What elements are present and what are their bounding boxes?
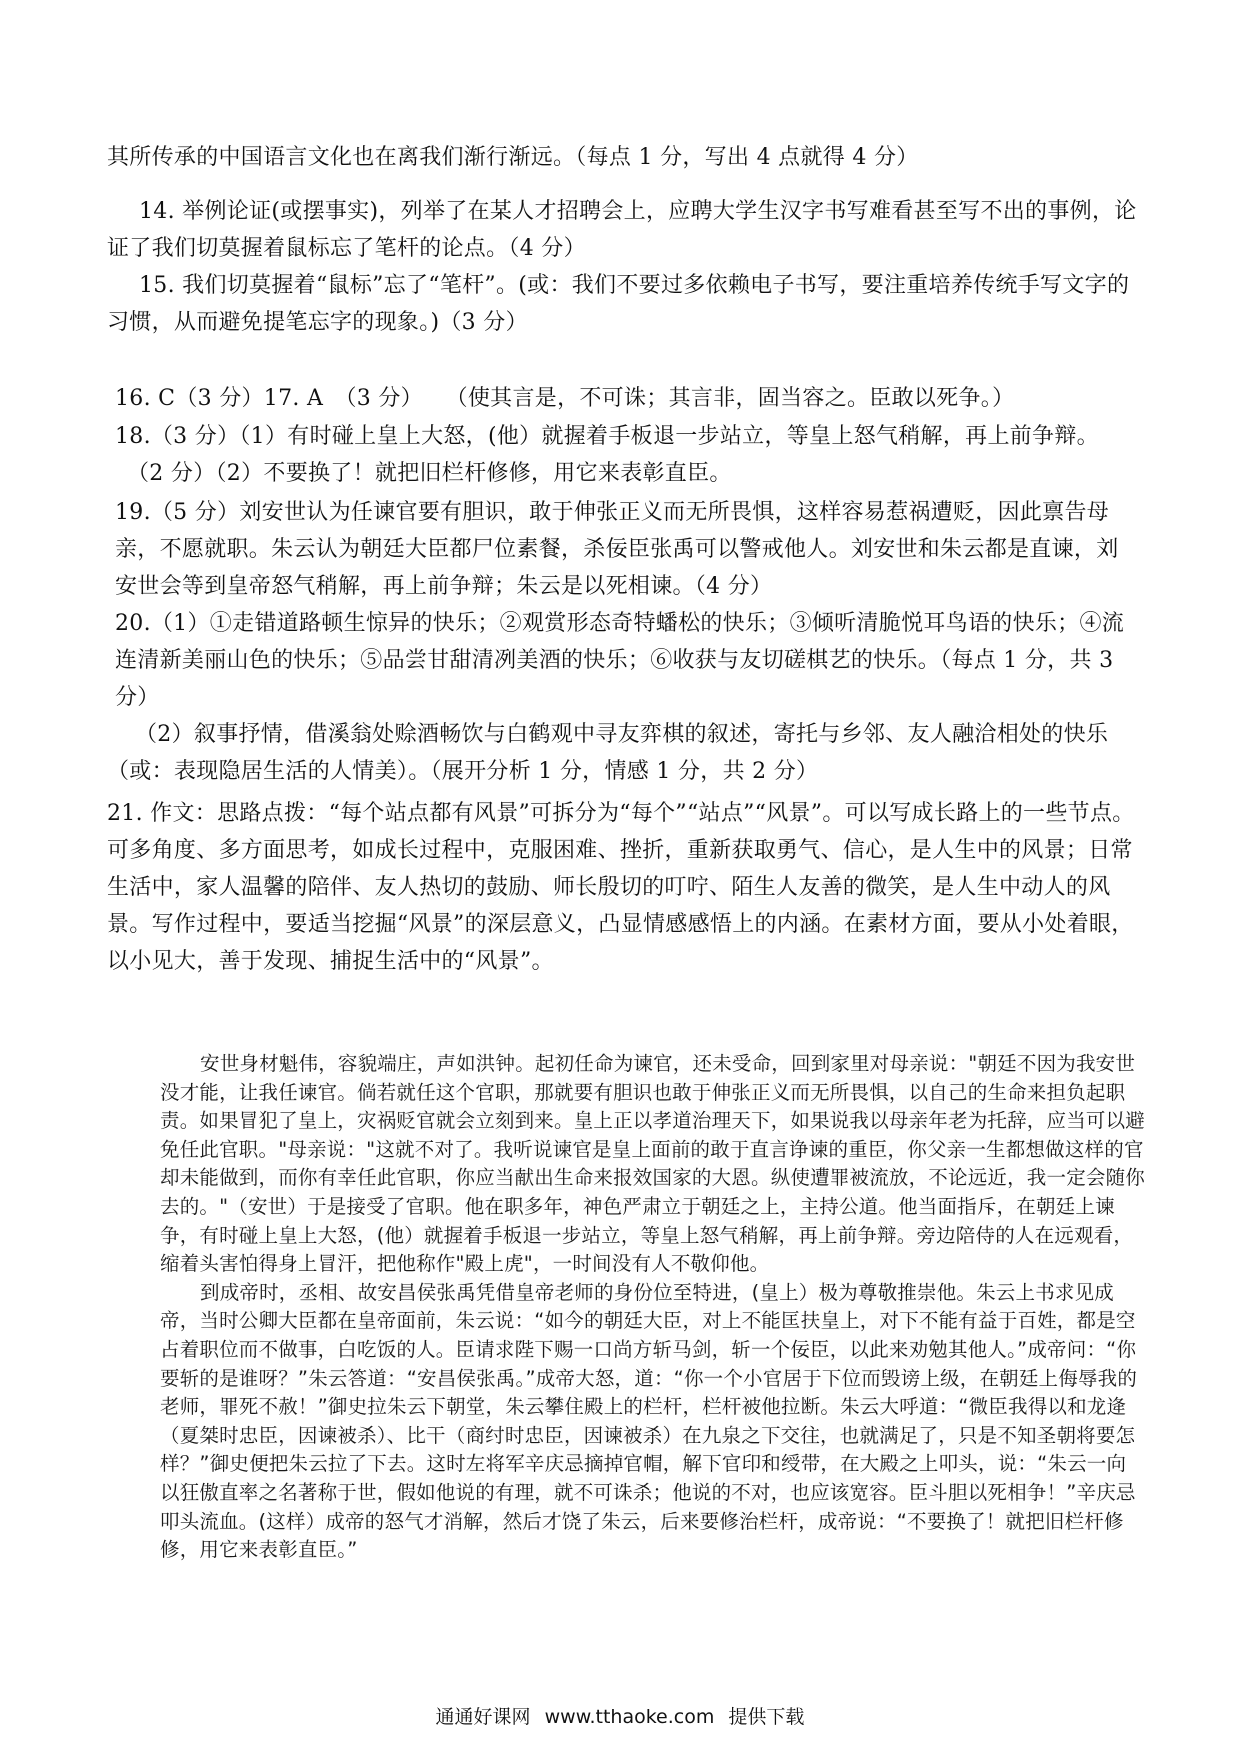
answer-18-line2: （2 分）（2）不要换了！就把旧栏杆修修，用它来表彰直臣。: [127, 461, 732, 486]
footer-url[interactable]: www.tthaoke.com: [544, 1706, 715, 1728]
answer-15-text: 15. 我们切莫握着“鼠标”忘了“笔杆”。(或：我们不要过多依赖电子书写，要注重培养传统手写文字的习惯，从而避免提笔忘字的现象。)（3 分）: [107, 273, 1130, 335]
footer-site-name: 通通好课网: [435, 1706, 531, 1728]
answer-20-part1: 20.（1）①走错道路顿生惊异的快乐；②观赏形态奇特蟠松的快乐；③倾听清脆悦耳鸟语的快乐；④流连清新美丽山色的快乐；⑤品尝甘甜清冽美酒的快乐；⑥收获与友切磋棋艺的快乐。（每点 1 分，共 3 分）: [115, 611, 1125, 710]
answer-13-text: 其所传承的中国语言文化也在离我们渐行渐远。（每点 1 分，写出 4 点就得 4 分）: [107, 145, 919, 170]
translation-paragraph-2: 到成帝时，丞相、故安昌侯张禹凭借皇帝老师的身份位至特进，(皇上）极为尊敬推崇他。朱云上书求见成帝，当时公卿大臣都在皇帝面前，朱云说：“如今的朝廷大臣，对上不能匡扶皇上，对下不能有益于百姓，都是空占着职位而不做事，白吃饭的人。臣请求陛下赐一口尚方斩马剑，斩一个佞臣，以此来劝勉其他人。”成帝问：“你要斩的是谁呀？”朱云答道：“安昌侯张禹。”成帝大怒，道：“你一个小官居于下位而毁谤上级，在朝廷上侮辱我的老师，罪死不赦！”御史拉朱云下朝堂，朱云攀住殿上的栏杆，栏杆被他拉断。朱云大呼道：“微臣我得以和龙逄（夏桀时忠臣，因谏被杀）、比干（商纣时忠臣，因谏被杀）在九泉之下交往，也就满足了，只是不知圣朝将要怎样？”御史便把朱云拉了下去。这时左将军辛庆忌摘掉官帽，解下官印和绶带，在大殿之上叩头，说：“朱云一向以狂傲直率之名著称于世，假如他说的有理，就不可诛杀；他说的不对，也应该宽容。臣斗胆以死相争！”辛庆忌叩头流血。(这样）成帝的怒气才消解，然后才饶了朱云，后来要修治栏杆，成帝说：“不要换了！就把旧栏杆修修，用它来表彰直臣。”: [160, 1280, 1138, 1562]
page-footer: [0, 1702, 1240, 1729]
answer-19-text: 19.（5 分）刘安世认为任谏官要有胆识，敢于伸张正义而无所畏惧，这样容易惹祸遭贬，因此禀告母亲，不愿就职。朱云认为朝廷大臣都尸位素餐，杀佞臣张禹可以警戒他人。刘安世和朱云都是直谏，刘安世会等到皇帝怒气稍解，再上前争辩；朱云是以死相谏。（4 分）: [115, 500, 1119, 599]
translation-paragraph-1: 安世身材魁伟，容貌端庄，声如洪钟。起初任命为谏官，还未受命，回到家里对母亲说："朝廷不因为我安世没才能，让我任谏官。倘若就任这个官职，那就要有胆识也敢于伸张正义而无所畏惧，以自己的生命来担负起职责。如果冒犯了皇上，灾祸贬官就会立刻到来。皇上正以孝道治理天下，如果说我以母亲年老为托辞，应当可以避免任此官职。"母亲说："这就不对了。我听说谏官是皇上面前的敢于直言诤谏的重臣，你父亲一生都想做这样的官却未能做到，而你有幸任此官职，你应当献出生命来报效国家的大恩。纵使遭罪被流放，不论远近，我一定会随你去的。"（安世）于是接受了官职。他在职多年，神色严肃立于朝廷之上，主持公道。他当面指斥，在朝廷上谏争，有时碰上皇上大怒，(他）就握着手板退一步站立，等皇上怒气稍解，再上前争辩。旁边陪侍的人在远观看，缩着头害怕得身上冒汗，把他称作"殿上虎"，一时间没有人不敬仰他。: [160, 1052, 1146, 1276]
answer-16-17-text: 16. C（3 分）17. A （3 分） （使其言是，不可诛；其言非，固当容之。臣敢以死争。）: [115, 386, 1015, 411]
answer-18-line1: 18.（3 分）（1）有时碰上皇上大怒，(他）就握着手板退一步站立，等皇上怒气稍解，再上前争辩。: [115, 424, 1099, 449]
answer-20-part2: （2）叙事抒情，借溪翁处赊酒畅饮与白鹤观中寻友弈棋的叙述，寄托与乡邻、友人融洽相处的快乐（或：表现隐居生活的人情美）。（展开分析 1 分，情感 1 分，共 2 分）: [107, 722, 1109, 784]
answer-14: [107, 193, 1137, 267]
answer-18: [107, 418, 1137, 492]
answer-15: [107, 267, 1137, 341]
answer-16-17: [107, 380, 1137, 417]
answer-14-text: 14. 举例论证(或摆事实)，列举了在某人才招聘会上，应聘大学生汉字书写难看甚至写不出的事例，论证了我们切莫握着鼠标忘了笔杆的论点。（4 分）: [107, 199, 1137, 261]
answer-13-continuation: [107, 139, 1137, 176]
reference-translation: [160, 1050, 1145, 1565]
answer-19: [107, 494, 1137, 605]
answer-21: [107, 795, 1137, 980]
answer-20: [107, 605, 1137, 790]
answer-21-text: 21. 作文：思路点拨：“每个站点都有风景”可拆分为“每个”“站点”“风景”。可以写成长路上的一些节点。可多角度、多方面思考，如成长过程中，克服困难、挫折，重新获取勇气、信心，是人生中的风景；日常生活中，家人温馨的陪伴、友人热切的鼓励、师长殷切的叮咛、陌生人友善的微笑，是人生中动人的风景。写作过程中，要适当挖掘“风景”的深层意义，凸显情感感悟上的内涵。在素材方面，要从小处着眼，以小见大，善于发现、捕捉生活中的“风景”。: [107, 801, 1135, 974]
footer-suffix: 提供下载: [728, 1706, 805, 1728]
